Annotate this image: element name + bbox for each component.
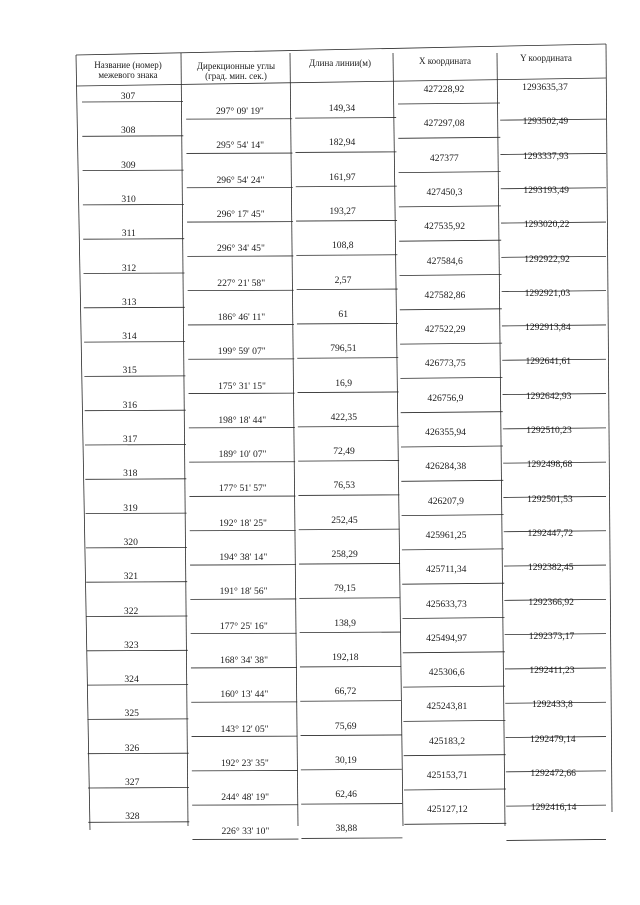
point-x: 426756,9 — [427, 392, 464, 404]
point-name: 310 — [121, 193, 136, 205]
segment-length: 422,35 — [330, 411, 358, 423]
segment-angle: 192° 23' 35" — [220, 757, 269, 769]
point-y: 1292373,17 — [528, 630, 575, 642]
segment-angle: 186° 46' 11" — [217, 311, 266, 323]
segment-length: 258,29 — [331, 549, 358, 561]
segment-length: 76,53 — [333, 480, 356, 492]
point-y: 1292472,66 — [530, 768, 576, 779]
point-y: 1292479,14 — [529, 733, 576, 745]
point-y: 1292447,72 — [527, 527, 574, 539]
point-x: 427377 — [429, 152, 459, 164]
segment-angle: 227° 21' 58" — [217, 277, 266, 289]
segment-angle: 296° 17' 45" — [216, 209, 265, 221]
point-y: 1292922,92 — [524, 253, 570, 265]
point-name: 326 — [124, 742, 140, 754]
segment-angle: 189° 10' 07" — [218, 449, 267, 461]
segment-length: 193,27 — [329, 206, 356, 218]
point-x: 427297,08 — [423, 118, 465, 130]
segment-angle: 226° 33' 10" — [221, 826, 270, 838]
header-length: Длина линии(м) — [309, 58, 371, 68]
segment-length: 16,9 — [335, 377, 353, 389]
point-y: 1293502,49 — [522, 116, 569, 128]
segment-angle: 191° 18' 56" — [219, 586, 268, 598]
segment-length: 161,97 — [329, 171, 356, 183]
point-x: 425633,73 — [425, 598, 467, 610]
point-y: 1292498,68 — [526, 459, 573, 471]
point-x: 425243,81 — [426, 701, 468, 713]
segment-angle: 244° 48' 19" — [221, 792, 270, 804]
point-x: 425153,71 — [426, 770, 468, 781]
point-x: 425127,12 — [426, 804, 468, 816]
point-y: 1292642,93 — [525, 390, 572, 402]
segment-length: 182,94 — [328, 137, 356, 149]
segment-angle: 143° 12' 05" — [220, 723, 269, 735]
segment-length: 252,45 — [331, 514, 358, 526]
point-y: 1292382,45 — [527, 562, 574, 574]
segment-angle: 199° 59' 07" — [217, 346, 266, 358]
point-y: 1292510,23 — [526, 425, 572, 436]
segment-angle: 295° 54' 14" — [216, 140, 265, 152]
point-name: 321 — [123, 571, 139, 583]
header-angles: Дирекционные углы (град. мин. сек.) — [196, 61, 276, 82]
point-name: 327 — [124, 777, 140, 788]
point-y: 1293337,93 — [522, 150, 569, 162]
segment-length: 796,51 — [330, 343, 357, 355]
point-name: 320 — [123, 536, 138, 548]
point-y: 1292416,14 — [530, 802, 577, 814]
point-x: 427582,86 — [424, 289, 466, 301]
point-y: 1292366,92 — [528, 596, 574, 608]
point-name: 318 — [123, 468, 138, 480]
point-x: 426284,38 — [425, 461, 467, 473]
segment-length: 61 — [338, 308, 348, 320]
point-x: 425961,25 — [425, 529, 467, 541]
point-x: 425494,97 — [426, 632, 467, 644]
segment-length: 79,15 — [334, 583, 356, 595]
point-y: 1292913,84 — [525, 322, 571, 334]
segment-length: 72,49 — [333, 446, 355, 458]
point-name: 309 — [121, 159, 136, 171]
point-name: 325 — [124, 708, 139, 720]
point-name: 313 — [122, 296, 137, 308]
point-x: 425711,34 — [426, 564, 467, 576]
segment-angle: 296° 34' 45" — [217, 243, 265, 255]
point-name: 314 — [122, 331, 137, 343]
segment-length: 30,19 — [335, 754, 357, 766]
point-name: 319 — [123, 502, 138, 514]
point-y: 1292921,03 — [524, 287, 571, 299]
point-name: 311 — [121, 228, 136, 240]
segment-angle: 296° 54' 24" — [216, 174, 265, 186]
segment-length: 38,88 — [335, 823, 358, 835]
point-x: 427535,92 — [424, 221, 465, 233]
point-y: 1293635,37 — [522, 82, 568, 93]
segment-angle: 198° 18' 44" — [218, 414, 267, 426]
segment-angle: 177° 51' 57" — [218, 483, 267, 495]
point-y: 1292641,61 — [525, 356, 572, 368]
point-name: 315 — [122, 365, 137, 377]
segment-length: 75,69 — [334, 720, 357, 732]
segment-angle: 175° 31' 15" — [218, 380, 266, 392]
segment-angle: 177° 25' 16" — [219, 620, 268, 632]
point-y: 1292411,23 — [529, 665, 575, 677]
segment-length: 192,18 — [332, 651, 359, 663]
point-x: 427450,3 — [426, 186, 463, 198]
segment-length: 2,57 — [334, 274, 352, 286]
point-y: 1293193,49 — [523, 184, 569, 196]
point-y: 1292501,53 — [527, 493, 573, 505]
point-x: 425183,2 — [429, 735, 466, 747]
point-name: 324 — [124, 674, 139, 686]
header-name: Название (номер) межевого знака — [94, 60, 162, 81]
point-name: 323 — [124, 639, 139, 651]
point-x: 426773,75 — [424, 358, 466, 370]
point-name: 328 — [125, 811, 140, 823]
segment-length: 108,8 — [331, 240, 354, 252]
point-x: 425306,6 — [428, 667, 465, 679]
point-name: 317 — [122, 434, 138, 445]
segment-angle: 192° 18' 25" — [219, 517, 267, 529]
point-y: 1293020,22 — [523, 219, 570, 231]
point-x: 427584,6 — [426, 255, 463, 267]
point-x: 426355,94 — [425, 427, 466, 438]
point-x: 426207,9 — [427, 495, 464, 507]
segment-length: 149,34 — [328, 103, 356, 115]
segment-length: 62,46 — [335, 789, 357, 801]
point-name: 307 — [120, 91, 136, 102]
segment-length: 66,72 — [334, 686, 357, 698]
segment-angle: 160° 13' 44" — [220, 689, 269, 701]
segment-angle: 194° 38' 14" — [219, 552, 268, 564]
point-name: 322 — [123, 605, 139, 617]
point-x: 427228,92 — [423, 84, 465, 95]
point-name: 312 — [121, 262, 137, 274]
point-y: 1292433,8 — [531, 699, 573, 711]
point-x: 427522,29 — [424, 324, 466, 336]
segment-length: 138,9 — [334, 617, 356, 629]
point-name: 308 — [120, 125, 136, 137]
segment-angle: 297° 09' 19" — [215, 106, 264, 118]
segment-angle: 168° 34' 38" — [220, 654, 269, 666]
header-y: Y координата — [520, 53, 572, 63]
point-name: 316 — [122, 399, 138, 411]
header-x: X координата — [418, 56, 472, 66]
